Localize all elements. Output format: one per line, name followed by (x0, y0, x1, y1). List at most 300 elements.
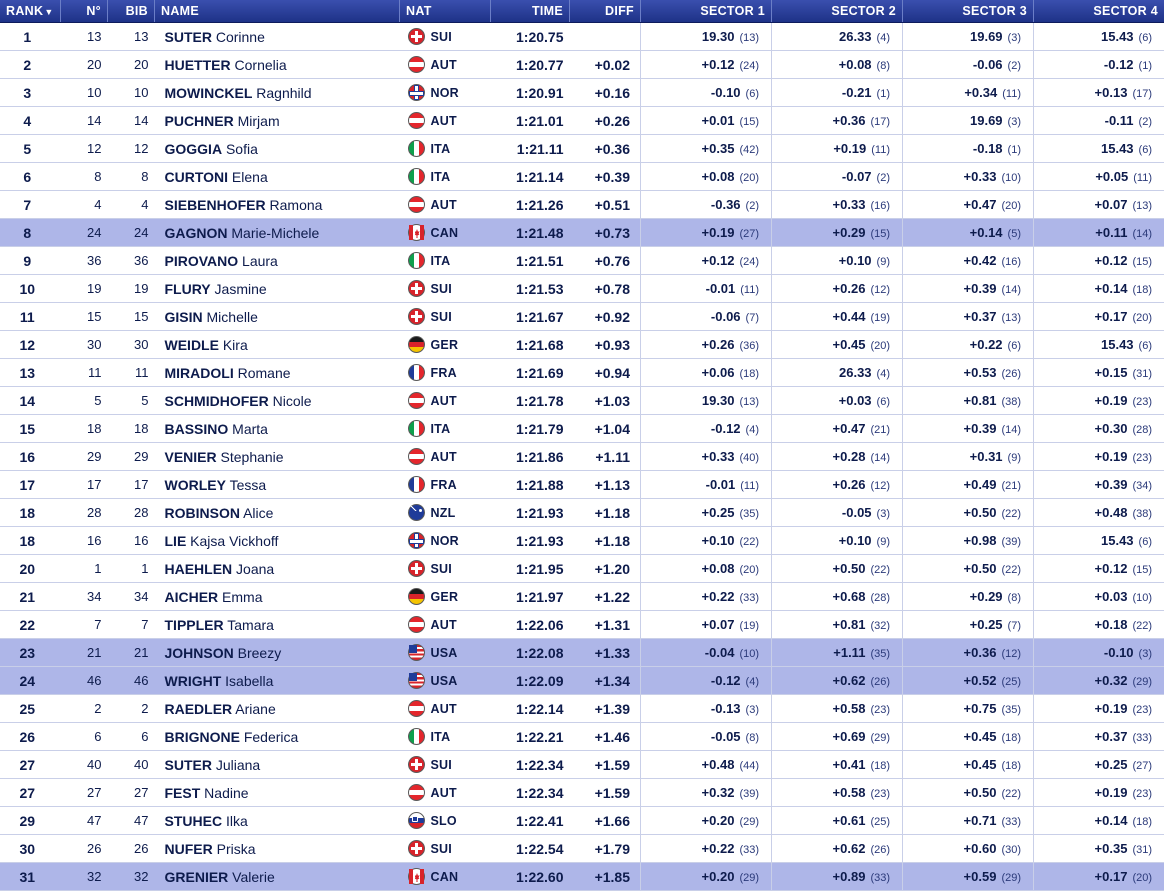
cell-diff: +0.73 (570, 219, 641, 247)
athlete-given-name: Elena (228, 169, 268, 185)
cell-sector1-rank: (22) (739, 536, 759, 548)
cell-rank: 21 (0, 583, 61, 611)
column-header-nat[interactable]: NAT (400, 0, 491, 23)
cell-diff: +0.51 (570, 191, 641, 219)
cell-athlete-name[interactable] (155, 751, 400, 779)
table-row[interactable] (0, 415, 1164, 443)
cell-sector3-value: +0.47 (964, 197, 997, 212)
cell-time: 1:20.91 (491, 79, 570, 107)
cell-no: 36 (61, 247, 108, 275)
column-header-no[interactable]: N° (61, 0, 108, 23)
cell-sector3-rank: (10) (1001, 172, 1021, 184)
column-header-sector4[interactable]: SECTOR 4 (1034, 0, 1164, 23)
cell-sector2-rank: (29) (870, 732, 890, 744)
cell-sector4 (1034, 527, 1164, 555)
table-row[interactable] (0, 163, 1164, 191)
cell-athlete-name[interactable] (155, 611, 400, 639)
cell-sector3-value: -0.06 (973, 57, 1003, 72)
cell-bib: 40 (108, 751, 155, 779)
cell-diff: +0.16 (570, 79, 641, 107)
cell-sector2 (772, 695, 903, 723)
cell-sector4-value: +0.19 (1095, 393, 1128, 408)
cell-athlete-name[interactable] (155, 303, 400, 331)
column-header-time[interactable]: TIME (491, 0, 570, 23)
cell-rank: 18 (0, 527, 61, 555)
cell-sector4 (1034, 751, 1164, 779)
athlete-given-name: Ragnhild (252, 85, 311, 101)
cell-sector3 (903, 611, 1034, 639)
cell-no: 5 (61, 387, 108, 415)
athlete-given-name: Emma (218, 589, 262, 605)
cell-nation (400, 331, 491, 359)
table-row[interactable] (0, 639, 1164, 667)
cell-athlete-name[interactable] (155, 415, 400, 443)
cell-athlete-name[interactable] (155, 779, 400, 807)
cell-no: 26 (61, 835, 108, 863)
cell-sector4-value: +0.05 (1095, 169, 1128, 184)
cell-sector1-value: +0.22 (702, 841, 735, 856)
cell-athlete-name[interactable] (155, 331, 400, 359)
flag-icon (408, 420, 425, 437)
table-row[interactable] (0, 751, 1164, 779)
cell-sector3-rank: (25) (1001, 676, 1021, 688)
cell-sector3-rank: (38) (1001, 396, 1021, 408)
cell-sector3-value: +0.60 (964, 841, 997, 856)
cell-diff: +1.13 (570, 471, 641, 499)
sort-descending-icon[interactable]: ▼ (44, 7, 53, 17)
cell-sector2-value: +0.58 (833, 785, 866, 800)
athlete-given-name: Juliana (212, 757, 260, 773)
cell-sector1-value: +0.22 (702, 589, 735, 604)
cell-sector4-rank: (15) (1132, 564, 1152, 576)
cell-sector2-value: +0.10 (839, 253, 872, 268)
cell-bib: 17 (108, 471, 155, 499)
cell-athlete-name[interactable] (155, 695, 400, 723)
cell-sector2-value: +0.69 (833, 729, 866, 744)
cell-sector1-rank: (7) (746, 312, 759, 324)
cell-sector4-value: +0.19 (1095, 701, 1128, 716)
cell-no: 34 (61, 583, 108, 611)
cell-athlete-name[interactable] (155, 247, 400, 275)
cell-athlete-name[interactable] (155, 443, 400, 471)
table-row[interactable] (0, 807, 1164, 835)
column-header-rank[interactable] (0, 0, 61, 23)
cell-sector2-value: +0.89 (833, 869, 866, 884)
table-row[interactable] (0, 611, 1164, 639)
cell-sector2-value: +0.58 (833, 701, 866, 716)
cell-sector2-rank: (18) (870, 760, 890, 772)
cell-diff: +0.93 (570, 331, 641, 359)
flag-icon (408, 448, 425, 465)
flag-icon (408, 644, 425, 661)
table-row[interactable] (0, 247, 1164, 275)
table-row[interactable] (0, 51, 1164, 79)
cell-sector3-rank: (20) (1001, 200, 1021, 212)
cell-sector1-value: +0.12 (702, 253, 735, 268)
athlete-surname: WEIDLE (165, 337, 219, 353)
cell-athlete-name[interactable] (155, 359, 400, 387)
cell-sector2 (772, 555, 903, 583)
table-row[interactable] (0, 695, 1164, 723)
cell-sector4-value: +0.14 (1095, 813, 1128, 828)
cell-sector1-rank: (33) (739, 844, 759, 856)
table-row[interactable] (0, 863, 1164, 891)
cell-athlete-name[interactable] (155, 583, 400, 611)
cell-rank: 18 (0, 499, 61, 527)
cell-sector3-value: +0.75 (964, 701, 997, 716)
table-row[interactable] (0, 359, 1164, 387)
cell-time: 1:21.93 (491, 527, 570, 555)
cell-sector4-rank: (15) (1132, 256, 1152, 268)
table-row[interactable] (0, 667, 1164, 695)
table-row[interactable] (0, 835, 1164, 863)
cell-sector3-value: +0.50 (964, 505, 997, 520)
cell-sector2 (772, 387, 903, 415)
cell-sector1 (641, 107, 772, 135)
cell-sector1-value: +0.08 (702, 561, 735, 576)
cell-sector3 (903, 527, 1034, 555)
cell-sector1 (641, 611, 772, 639)
cell-sector1 (641, 555, 772, 583)
table-row[interactable] (0, 499, 1164, 527)
cell-sector4-rank: (28) (1132, 424, 1152, 436)
cell-athlete-name[interactable] (155, 23, 400, 51)
cell-sector3 (903, 331, 1034, 359)
cell-time: 1:21.69 (491, 359, 570, 387)
cell-athlete-name[interactable] (155, 835, 400, 863)
cell-no: 27 (61, 779, 108, 807)
table-row[interactable] (0, 79, 1164, 107)
cell-sector1-rank: (10) (739, 648, 759, 660)
cell-sector2-value: -0.07 (842, 169, 872, 184)
cell-rank: 10 (0, 275, 61, 303)
cell-athlete-name[interactable] (155, 555, 400, 583)
table-row[interactable] (0, 723, 1164, 751)
nation-code: ITA (431, 730, 451, 744)
cell-diff: +1.04 (570, 415, 641, 443)
cell-sector4 (1034, 555, 1164, 583)
cell-sector2-value: +0.03 (839, 393, 872, 408)
table-row[interactable] (0, 443, 1164, 471)
cell-time: 1:21.95 (491, 555, 570, 583)
cell-rank: 1 (0, 23, 61, 51)
nation-code: AUT (431, 198, 457, 212)
cell-sector1-value: +0.06 (702, 365, 735, 380)
table-row[interactable] (0, 219, 1164, 247)
cell-sector4-value: +0.15 (1095, 365, 1128, 380)
cell-sector4-rank: (1) (1139, 60, 1152, 72)
athlete-given-name: Mirjam (234, 113, 280, 129)
cell-athlete-name[interactable] (155, 107, 400, 135)
column-header-name[interactable]: NAME (155, 0, 400, 23)
cell-sector4 (1034, 247, 1164, 275)
cell-sector2 (772, 639, 903, 667)
cell-diff: +1.03 (570, 387, 641, 415)
athlete-surname: MIRADOLI (165, 365, 234, 381)
nation-code: SUI (431, 282, 452, 296)
nation-code: SUI (431, 758, 452, 772)
athlete-surname: NUFER (165, 841, 213, 857)
cell-sector3-value: +0.25 (970, 617, 1003, 632)
cell-sector3-value: +0.14 (970, 225, 1003, 240)
cell-sector4-rank: (22) (1132, 620, 1152, 632)
cell-sector2-value: +0.44 (833, 309, 866, 324)
cell-bib: 34 (108, 583, 155, 611)
cell-sector2-value: +0.36 (833, 113, 866, 128)
athlete-given-name: Breezy (234, 645, 281, 661)
column-header-diff[interactable]: DIFF (570, 0, 641, 23)
cell-athlete-name[interactable] (155, 863, 400, 891)
cell-time: 1:22.08 (491, 639, 570, 667)
cell-sector3 (903, 667, 1034, 695)
cell-sector2 (772, 835, 903, 863)
cell-athlete-name[interactable] (155, 499, 400, 527)
cell-athlete-name[interactable] (155, 723, 400, 751)
cell-diff: +1.18 (570, 499, 641, 527)
athlete-given-name: Kajsa Vickhoff (186, 533, 278, 549)
cell-diff: +1.66 (570, 807, 641, 835)
cell-sector4-rank: (13) (1132, 200, 1152, 212)
athlete-surname: BASSINO (165, 421, 229, 437)
cell-bib: 28 (108, 499, 155, 527)
cell-sector2-rank: (21) (870, 424, 890, 436)
cell-sector2-rank: (6) (877, 396, 890, 408)
nation-code: AUT (431, 702, 457, 716)
cell-sector2-rank: (15) (870, 228, 890, 240)
cell-sector2-rank: (8) (877, 60, 890, 72)
cell-sector3 (903, 583, 1034, 611)
athlete-surname: LIE (165, 533, 187, 549)
column-header-bib[interactable]: BIB (108, 0, 155, 23)
cell-sector1-value: +0.26 (702, 337, 735, 352)
column-header-sector1[interactable]: SECTOR 1 (641, 0, 772, 23)
cell-rank: 4 (0, 107, 61, 135)
cell-sector2-rank: (19) (870, 312, 890, 324)
cell-sector4 (1034, 275, 1164, 303)
cell-no: 18 (61, 415, 108, 443)
cell-sector4-value: -0.10 (1104, 645, 1134, 660)
table-row[interactable] (0, 387, 1164, 415)
table-row[interactable] (0, 331, 1164, 359)
cell-rank: 2 (0, 51, 61, 79)
cell-nation (400, 527, 491, 555)
table-row[interactable] (0, 191, 1164, 219)
cell-time: 1:21.51 (491, 247, 570, 275)
cell-diff: +1.33 (570, 639, 641, 667)
athlete-surname: GAGNON (165, 225, 228, 241)
athlete-given-name: Corinne (212, 29, 265, 45)
cell-time: 1:21.11 (491, 135, 570, 163)
cell-sector1-value: -0.10 (711, 85, 741, 100)
table-row[interactable] (0, 275, 1164, 303)
cell-athlete-name[interactable] (155, 191, 400, 219)
cell-nation (400, 23, 491, 51)
cell-sector1-rank: (2) (746, 200, 759, 212)
cell-sector4 (1034, 303, 1164, 331)
cell-sector4-value: +0.17 (1095, 869, 1128, 884)
athlete-surname: PIROVANO (165, 253, 239, 269)
cell-athlete-name[interactable] (155, 79, 400, 107)
cell-sector1 (641, 191, 772, 219)
cell-no: 32 (61, 863, 108, 891)
cell-no: 14 (61, 107, 108, 135)
cell-sector1-rank: (20) (739, 564, 759, 576)
cell-sector2 (772, 23, 903, 51)
cell-sector3 (903, 51, 1034, 79)
table-row[interactable] (0, 135, 1164, 163)
cell-sector1-rank: (4) (746, 676, 759, 688)
cell-sector3-rank: (22) (1001, 508, 1021, 520)
cell-athlete-name[interactable] (155, 667, 400, 695)
cell-sector3 (903, 443, 1034, 471)
cell-sector3-rank: (18) (1001, 732, 1021, 744)
cell-sector1-rank: (27) (739, 228, 759, 240)
cell-athlete-name[interactable] (155, 471, 400, 499)
cell-diff: +0.76 (570, 247, 641, 275)
nation-code: ITA (431, 254, 451, 268)
cell-athlete-name[interactable] (155, 387, 400, 415)
cell-nation (400, 415, 491, 443)
flag-icon (408, 196, 425, 213)
nation-code: SUI (431, 562, 452, 576)
table-row[interactable] (0, 303, 1164, 331)
cell-sector1-rank: (18) (739, 368, 759, 380)
cell-sector3-rank: (18) (1001, 760, 1021, 772)
athlete-given-name: Stephanie (217, 449, 284, 465)
athlete-given-name: Joana (232, 561, 274, 577)
cell-sector3 (903, 191, 1034, 219)
cell-sector2-rank: (23) (870, 788, 890, 800)
cell-athlete-name[interactable] (155, 527, 400, 555)
athlete-surname: WRIGHT (165, 673, 222, 689)
cell-sector4 (1034, 499, 1164, 527)
cell-athlete-name[interactable] (155, 639, 400, 667)
cell-sector1 (641, 275, 772, 303)
athlete-surname: ROBINSON (165, 505, 240, 521)
cell-sector1 (641, 695, 772, 723)
cell-sector3-rank: (35) (1001, 704, 1021, 716)
column-header-sector2[interactable]: SECTOR 2 (772, 0, 903, 23)
cell-sector3-rank: (12) (1001, 648, 1021, 660)
cell-athlete-name[interactable] (155, 219, 400, 247)
table-row[interactable] (0, 779, 1164, 807)
cell-nation (400, 863, 491, 891)
cell-sector3 (903, 639, 1034, 667)
cell-sector3-value: +0.81 (964, 393, 997, 408)
column-header-sector3[interactable]: SECTOR 3 (903, 0, 1034, 23)
flag-icon (408, 224, 425, 241)
athlete-surname: BRIGNONE (165, 729, 240, 745)
cell-nation (400, 583, 491, 611)
cell-sector2-value: +0.26 (833, 281, 866, 296)
table-row[interactable] (0, 471, 1164, 499)
cell-athlete-name[interactable] (155, 807, 400, 835)
cell-sector3-rank: (22) (1001, 564, 1021, 576)
cell-nation (400, 695, 491, 723)
cell-time: 1:20.75 (491, 23, 570, 51)
cell-sector1-value: +0.07 (702, 617, 735, 632)
cell-sector3 (903, 835, 1034, 863)
cell-sector1-value: +0.08 (702, 169, 735, 184)
cell-sector2 (772, 359, 903, 387)
cell-time: 1:21.53 (491, 275, 570, 303)
cell-sector2-value: +0.08 (839, 57, 872, 72)
cell-diff: +0.92 (570, 303, 641, 331)
cell-sector2 (772, 583, 903, 611)
cell-sector2 (772, 303, 903, 331)
flag-icon (408, 532, 425, 549)
cell-sector2 (772, 275, 903, 303)
cell-sector2-rank: (35) (870, 648, 890, 660)
cell-athlete-name[interactable] (155, 135, 400, 163)
cell-sector3 (903, 723, 1034, 751)
cell-sector2 (772, 51, 903, 79)
table-body (0, 23, 1164, 891)
cell-athlete-name[interactable] (155, 51, 400, 79)
cell-sector2 (772, 247, 903, 275)
cell-nation (400, 163, 491, 191)
cell-sector3 (903, 219, 1034, 247)
cell-sector2-value: +0.61 (833, 813, 866, 828)
athlete-surname: PUCHNER (165, 113, 234, 129)
cell-sector3-rank: (1) (1008, 144, 1021, 156)
cell-rank: 22 (0, 611, 61, 639)
cell-sector4-rank: (27) (1132, 760, 1152, 772)
nation-code: GER (431, 590, 459, 604)
cell-sector3-rank: (6) (1008, 340, 1021, 352)
cell-sector4 (1034, 807, 1164, 835)
cell-sector4-rank: (3) (1139, 648, 1152, 660)
cell-athlete-name[interactable] (155, 163, 400, 191)
cell-no: 29 (61, 443, 108, 471)
cell-sector2-value: +0.28 (833, 449, 866, 464)
athlete-given-name: Isabella (221, 673, 273, 689)
nation-code: SUI (431, 842, 452, 856)
cell-nation (400, 639, 491, 667)
cell-diff (570, 23, 641, 51)
table-row[interactable] (0, 107, 1164, 135)
cell-sector2 (772, 163, 903, 191)
cell-sector1-rank: (11) (740, 480, 759, 492)
cell-sector1 (641, 863, 772, 891)
cell-sector2 (772, 499, 903, 527)
nation-code: ITA (431, 170, 451, 184)
cell-sector4-value: +0.32 (1095, 673, 1128, 688)
cell-sector1-rank: (19) (739, 620, 759, 632)
cell-no: 6 (61, 723, 108, 751)
cell-sector4-value: +0.19 (1095, 449, 1128, 464)
cell-athlete-name[interactable] (155, 275, 400, 303)
cell-sector3-rank: (26) (1001, 368, 1021, 380)
cell-sector3-rank: (8) (1008, 592, 1021, 604)
cell-nation (400, 667, 491, 695)
nation-code: USA (431, 674, 458, 688)
cell-sector4-rank: (20) (1132, 312, 1152, 324)
cell-sector4-rank: (14) (1132, 228, 1152, 240)
cell-sector2-rank: (4) (877, 368, 890, 380)
cell-rank: 23 (0, 639, 61, 667)
table-row[interactable] (0, 583, 1164, 611)
nation-code: SUI (431, 30, 452, 44)
table-row[interactable] (0, 555, 1164, 583)
table-row[interactable] (0, 23, 1164, 51)
athlete-surname: FEST (165, 785, 201, 801)
flag-icon (408, 812, 425, 829)
cell-sector2-value: +0.10 (839, 533, 872, 548)
athlete-surname: SUTER (165, 29, 212, 45)
athlete-given-name: Sofia (222, 141, 258, 157)
table-row[interactable] (0, 527, 1164, 555)
